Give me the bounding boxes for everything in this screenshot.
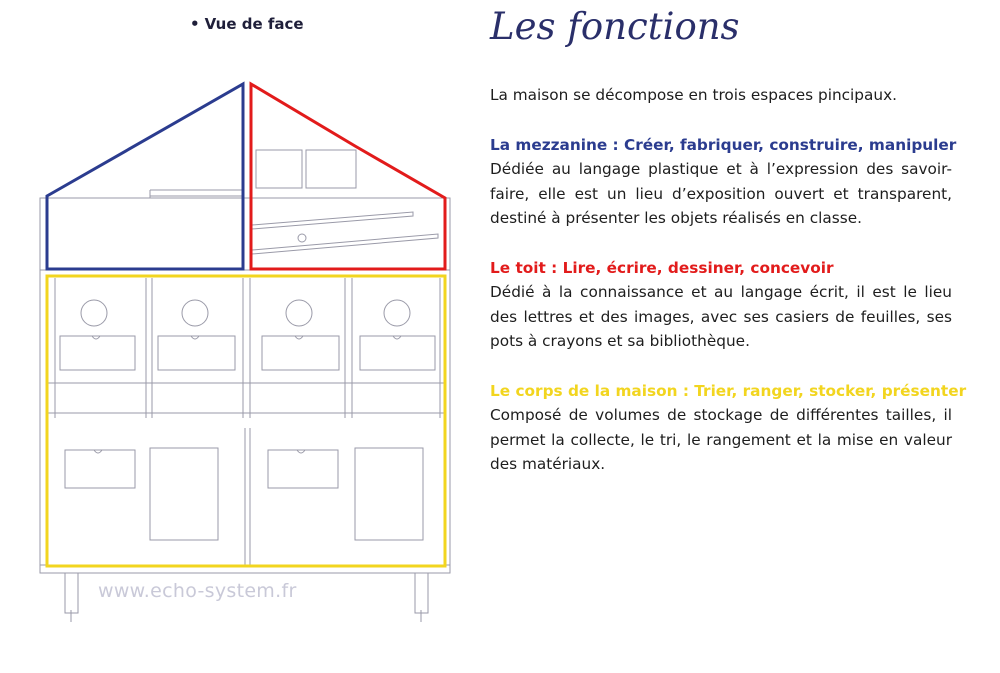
section-heading: Le toit : Lire, écrire, dessiner, concevoir	[490, 258, 834, 277]
functions-text	[490, 83, 967, 502]
view-label	[190, 15, 304, 33]
section-corps	[490, 379, 967, 477]
section-mezzanine	[490, 133, 957, 231]
mezzanine-zone	[47, 84, 243, 269]
section-body: Dédié à la connaissance et au langage écrit, il est le lieu des lettres et des images, avec ses casiers de feuilles, ses pots à crayons et sa bibliothèque.	[490, 283, 952, 350]
section-heading: La mezzanine : Créer, fabriquer, construire, manipuler	[490, 135, 957, 154]
view-label-text: Vue de face	[204, 15, 304, 33]
section-body: Dédiée au langage plastique et à l’expression des savoir-faire, elle est un lieu d’exposition ouvert et transparent, destiné à présenter les objets réalisés en classe.	[490, 160, 952, 227]
section-heading: Le corps de la maison : Trier, ranger, stocker, présenter	[490, 381, 967, 400]
section-toit	[490, 256, 952, 354]
section-body: Composé de volumes de stockage de différentes tailles, il permet la collecte, le tri, le rangement et la mise en valeur des matériaux.	[490, 406, 952, 473]
page-title: Les fonctions	[490, 5, 740, 48]
intro-text: La maison se décompose en trois espaces pincipaux.	[490, 86, 898, 104]
bullet-icon: •	[190, 15, 200, 33]
watermark: www.echo-system.fr	[98, 580, 297, 602]
front-view-drawing	[0, 0, 480, 673]
furniture-outline	[40, 150, 450, 622]
